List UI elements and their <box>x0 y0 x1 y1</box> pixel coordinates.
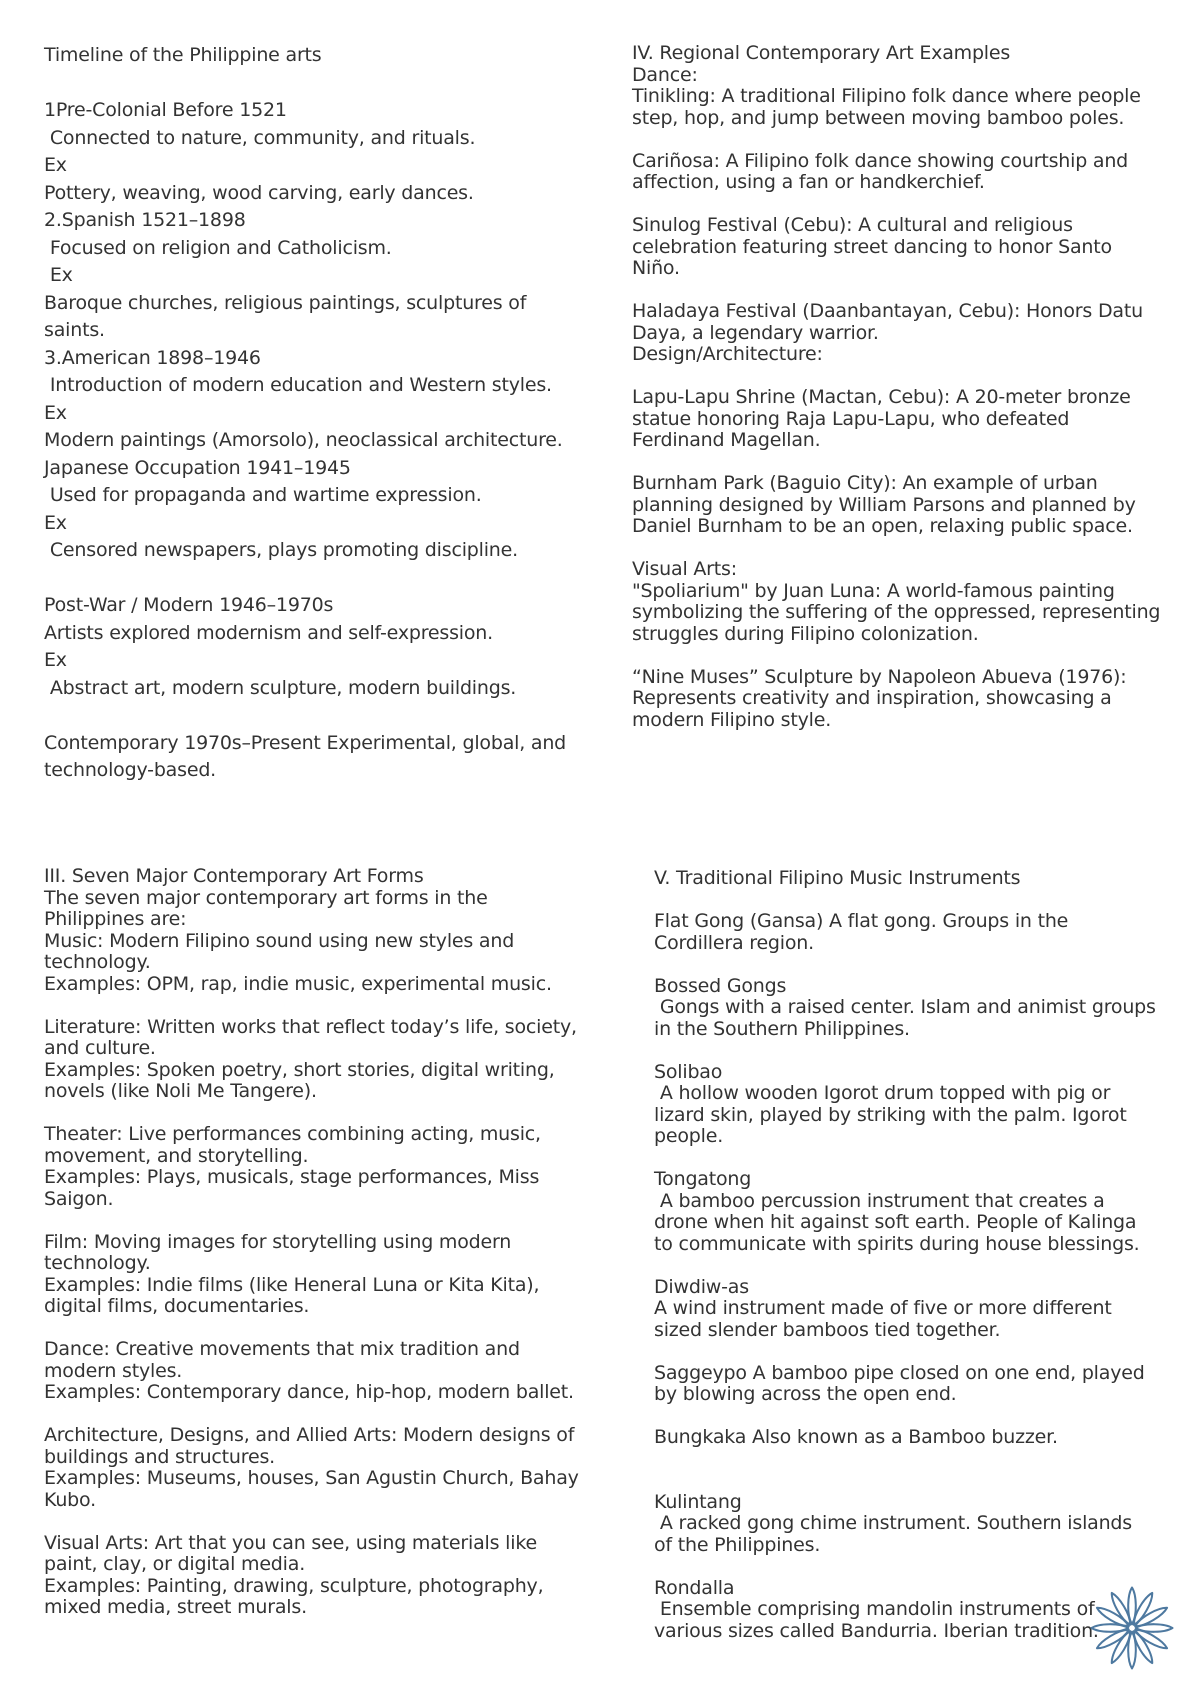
art_forms-line: paint, clay, or digital media. <box>44 1553 306 1575</box>
instruments-line: Saggeypo A bamboo pipe closed on one end, played <box>654 1361 1145 1384</box>
regional-line <box>632 129 1192 151</box>
instruments-line: in the Southern Philippines. <box>654 1017 910 1040</box>
instruments-line: by blowing across the open end. <box>654 1383 957 1405</box>
art_forms-line: Examples: Museums, houses, San Agustin Church, Bahay <box>44 1467 579 1489</box>
regional-line: Daya, a legendary warrior. <box>632 321 879 344</box>
instruments-line <box>654 1341 1184 1363</box>
art_forms-line: Examples: Spoken poetry, short stories, digital writing, <box>44 1058 555 1081</box>
regional-line: "Spoliarium" by Juan Luna: A world-famous painting <box>632 579 1115 602</box>
regional-line: Lapu-Lapu Shrine (Mactan, Cebu): A 20-meter bronze <box>632 386 1131 408</box>
art_forms-line: digital films, documentaries. <box>44 1295 310 1317</box>
instruments-line <box>654 1040 1184 1062</box>
timeline-line: Artists explored modernism and self-expression. <box>44 621 493 644</box>
timeline-line: Pottery, weaving, wood carving, early dances. <box>44 181 474 204</box>
instruments-line: Diwdiw-as <box>654 1275 749 1298</box>
regional-line: step, hop, and jump between moving bamboo poles. <box>632 106 1125 129</box>
timeline-line: 2.Spanish 1521–1898 <box>44 209 246 231</box>
regional-line: Tinikling: A traditional Filipino folk dance where people <box>632 85 1141 107</box>
art_forms-line: Music: Modern Filipino sound using new styles and <box>44 929 515 952</box>
timeline-line: Timeline of the Philippine arts <box>44 44 322 66</box>
timeline-line: 1Pre-Colonial Before 1521 <box>44 99 287 121</box>
instruments-line: Tongatong <box>654 1168 752 1190</box>
regional-line: celebration featuring street dancing to honor Santo <box>632 235 1112 258</box>
music-instruments-section <box>654 868 1184 1642</box>
instruments-line <box>654 954 1184 976</box>
instruments-line: V. Traditional Filipino Music Instruments <box>654 867 1021 889</box>
art_forms-line <box>44 1103 614 1125</box>
instruments-line <box>654 1406 1184 1428</box>
timeline-section <box>44 42 604 785</box>
art_forms-line: III. Seven Major Contemporary Art Forms <box>44 865 424 887</box>
instruments-line: A racked gong chime instrument. Southern islands <box>654 1512 1132 1534</box>
art_forms-line: technology. <box>44 951 151 973</box>
timeline-line: Baroque churches, religious paintings, sculptures of <box>44 291 527 314</box>
timeline-line: Ex <box>44 264 73 286</box>
instruments-line: A hollow wooden Igorot drum topped with pig or <box>654 1082 1111 1104</box>
timeline-line <box>44 702 604 730</box>
art_forms-line <box>44 1511 614 1533</box>
regional-line: Niño. <box>632 257 680 279</box>
art_forms-line: and culture. <box>44 1037 156 1059</box>
regional-line: symbolizing the suffering of the oppressed, representing <box>632 601 1161 623</box>
star-burst-icon <box>1086 1582 1178 1674</box>
regional-line: Daniel Burnham to be an open, relaxing public space. <box>632 515 1133 537</box>
art_forms-line: novels (like Noli Me Tangere). <box>44 1080 317 1102</box>
instruments-line <box>654 1470 1184 1492</box>
instruments-line: A wind instrument made of five or more different <box>654 1297 1112 1319</box>
instruments-line <box>654 1255 1184 1277</box>
regional-line <box>632 645 1192 667</box>
regional-line: Haladaya Festival (Daanbantayan, Cebu): Honors Datu <box>632 300 1143 322</box>
regional-line: “Nine Muses” Sculpture by Napoleon Abueva (1976): <box>632 665 1127 688</box>
art_forms-line: buildings and structures. <box>44 1445 275 1468</box>
art_forms-line: Examples: Indie films (like Heneral Luna or Kita Kita), <box>44 1273 540 1296</box>
art_forms-line <box>44 1318 614 1340</box>
timeline-line: saints. <box>44 319 105 341</box>
art_forms-line: Theater: Live performances combining acting, music, <box>44 1123 541 1145</box>
art_forms-line: Kubo. <box>44 1488 96 1511</box>
art_forms-line: movement, and storytelling. <box>44 1144 309 1167</box>
instruments-line: Bungkaka Also known as a Bamboo buzzer. <box>654 1426 1058 1448</box>
instruments-line <box>654 1556 1184 1578</box>
instruments-line: people. <box>654 1125 724 1147</box>
instruments-line: Kulintang <box>654 1490 742 1513</box>
instruments-line: drone when hit against soft earth. People of Kalinga <box>654 1211 1137 1233</box>
regional-line: modern Filipino style. <box>632 708 832 731</box>
instruments-line: to communicate with spirits during house blessings. <box>654 1232 1140 1255</box>
regional-line: Burnham Park (Baguio City): An example of urban <box>632 472 1098 494</box>
timeline-line: Abstract art, modern sculpture, modern buildings. <box>44 676 517 699</box>
art_forms-line: Examples: Plays, musicals, stage performances, Miss <box>44 1166 540 1188</box>
timeline-line: Introduction of modern education and Western styles. <box>44 374 552 396</box>
timeline-line: Post-War / Modern 1946–1970s <box>44 594 334 616</box>
timeline-line: Connected to nature, community, and rituals. <box>44 126 476 149</box>
timeline-line: Focused on religion and Catholicism. <box>44 236 392 259</box>
regional-line <box>632 366 1192 388</box>
art_forms-line: Dance: Creative movements that mix tradition and <box>44 1338 520 1360</box>
timeline-line: Ex <box>44 154 67 176</box>
regional-line <box>632 452 1192 474</box>
instruments-line: Solibao <box>654 1060 723 1083</box>
art_forms-line: Philippines are: <box>44 908 187 930</box>
regional-examples-section <box>632 43 1192 731</box>
regional-line <box>632 538 1192 560</box>
timeline-line: Ex <box>44 649 67 671</box>
instruments-line: sized slender bamboos tied together. <box>654 1318 1001 1341</box>
instruments-line: various sizes called Bandurria. Iberian tradition. <box>654 1619 1099 1642</box>
art_forms-line <box>44 1404 614 1426</box>
timeline-line: 3.American 1898–1946 <box>44 346 261 369</box>
timeline-line: Used for propaganda and wartime expression. <box>44 484 482 506</box>
art_forms-line <box>44 995 614 1017</box>
timeline-line: Ex <box>44 401 67 424</box>
instruments-line: A bamboo percussion instrument that creates a <box>654 1189 1105 1212</box>
regional-line: Represents creativity and inspiration, showcasing a <box>632 687 1112 709</box>
art_forms-line: Film: Moving images for storytelling using modern <box>44 1230 512 1253</box>
instruments-line <box>654 1449 1184 1471</box>
instruments-line <box>654 890 1184 912</box>
art_forms-line: Examples: Painting, drawing, sculpture, photography, <box>44 1574 544 1597</box>
regional-line: Visual Arts: <box>632 558 737 580</box>
timeline-line <box>44 565 604 593</box>
art_forms-line: Visual Arts: Art that you can see, using materials like <box>44 1531 537 1554</box>
art_forms-line: mixed media, street murals. <box>44 1596 307 1618</box>
timeline-line: Japanese Occupation 1941–1945 <box>44 456 351 479</box>
timeline-line: Contemporary 1970s–Present Experimental, global, and <box>44 731 567 754</box>
regional-line: Dance: <box>632 63 698 86</box>
instruments-line: Rondalla <box>654 1576 735 1599</box>
art_forms-line: Literature: Written works that reflect today’s life, society, <box>44 1015 577 1038</box>
instruments-line <box>654 1148 1184 1170</box>
art_forms-line: Saigon. <box>44 1187 114 1210</box>
art_forms-line: modern styles. <box>44 1359 183 1382</box>
regional-line: IV. Regional Contemporary Art Examples <box>632 42 1011 64</box>
regional-line: Sinulog Festival (Cebu): A cultural and religious <box>632 214 1073 236</box>
instruments-line: Ensemble comprising mandolin instruments of <box>654 1598 1095 1620</box>
regional-line: planning designed by William Parsons and planned by <box>632 493 1136 516</box>
art_forms-line: Examples: OPM, rap, indie music, experimental music. <box>44 972 552 995</box>
instruments-line: Cordillera region. <box>654 931 814 954</box>
timeline-line: Modern paintings (Amorsolo), neoclassical architecture. <box>44 429 563 451</box>
timeline-line <box>44 70 604 98</box>
art_forms-line: Examples: Contemporary dance, hip-hop, modern ballet. <box>44 1381 574 1403</box>
instruments-line: lizard skin, played by striking with the palm. Igorot <box>654 1103 1127 1126</box>
timeline-line: technology-based. <box>44 759 217 781</box>
regional-line: Ferdinand Magellan. <box>632 429 821 451</box>
regional-line: Cariñosa: A Filipino folk dance showing courtship and <box>632 149 1129 172</box>
art_forms-line: The seven major contemporary art forms in the <box>44 886 488 909</box>
timeline-line: Ex <box>44 511 67 534</box>
regional-line <box>632 280 1192 302</box>
regional-line: Design/Architecture: <box>632 343 823 365</box>
regional-line: statue honoring Raja Lapu-Lapu, who defeated <box>632 407 1070 430</box>
instruments-line: of the Philippines. <box>654 1533 821 1556</box>
timeline-line: Censored newspapers, plays promoting discipline. <box>44 539 518 561</box>
instruments-line: Flat Gong (Gansa) A flat gong. Groups in the <box>654 910 1069 932</box>
instruments-line: Gongs with a raised center. Islam and animist groups <box>654 996 1156 1018</box>
regional-line <box>632 194 1192 216</box>
instruments-line: Bossed Gongs <box>654 974 787 997</box>
art_forms-line: technology. <box>44 1252 151 1274</box>
regional-line: affection, using a fan or handkerchief. <box>632 171 985 193</box>
art_forms-line <box>44 1210 614 1232</box>
art-forms-section <box>44 866 614 1619</box>
regional-line: struggles during Filipino colonization. <box>632 622 979 645</box>
art_forms-line: Architecture, Designs, and Allied Arts: Modern designs of <box>44 1424 575 1446</box>
